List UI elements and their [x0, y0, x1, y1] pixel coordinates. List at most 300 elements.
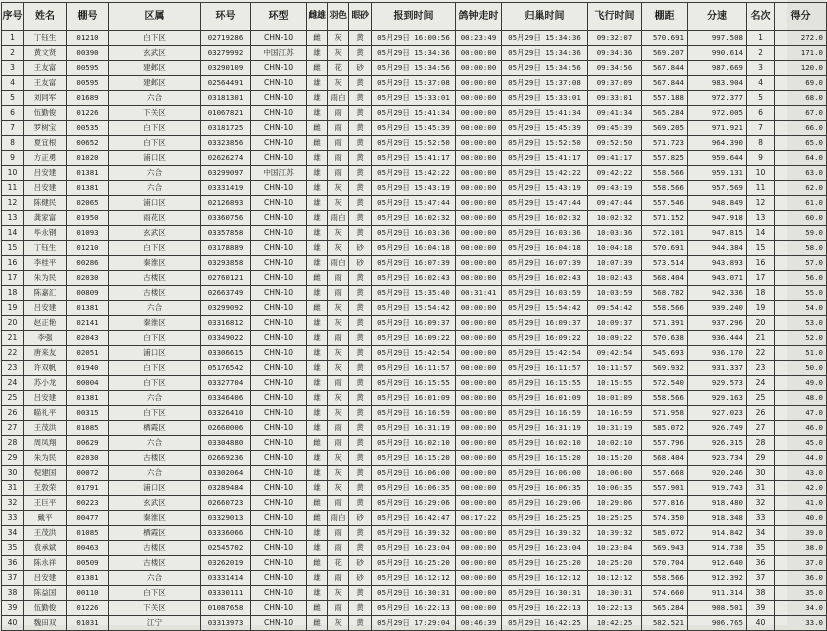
cell-score: 48.0	[775, 391, 827, 406]
cell-ring-type: CHN-10	[251, 616, 307, 631]
cell-loft: 01085	[67, 421, 109, 436]
cell-speed: 923.734	[688, 451, 747, 466]
cell-report-time: 05月29日 16:02:10	[372, 436, 456, 451]
table-row	[2, 136, 827, 151]
cell-district: 六合	[109, 391, 201, 406]
cell-name: 许双帆	[24, 361, 67, 376]
cell-clock-drift: 00:31:41	[456, 286, 502, 301]
cell-score: 56.0	[775, 271, 827, 286]
table-row	[2, 481, 827, 496]
cell-speed: 964.390	[688, 136, 747, 151]
cell-return-time: 05月29日 16:42:25	[502, 616, 588, 631]
cell-distance: 558.566	[642, 391, 688, 406]
cell-return-time: 05月29日 15:43:19	[502, 181, 588, 196]
cell-index: 8	[2, 136, 24, 151]
table-row	[2, 616, 827, 631]
cell-ring-type: CHN-10	[251, 286, 307, 301]
cell-ring-number: 03290109	[201, 61, 251, 76]
cell-distance: 558.566	[642, 166, 688, 181]
cell-clock-drift: 00:00:00	[456, 271, 502, 286]
cell-loft: 02065	[67, 196, 109, 211]
cell-report-time: 05月29日 16:04:18	[372, 241, 456, 256]
cell-ring-number: 03279992	[201, 46, 251, 61]
cell-loft: 00110	[67, 586, 109, 601]
cell-score: 53.0	[775, 316, 827, 331]
cell-ring-type: CHN-10	[251, 61, 307, 76]
cell-ring-type: CHN-10	[251, 496, 307, 511]
cell-district: 玄武区	[109, 46, 201, 61]
cell-eye: 黄	[349, 361, 372, 376]
cell-sex: 雄	[307, 211, 328, 226]
cell-index: 5	[2, 91, 24, 106]
cell-speed: 990.614	[688, 46, 747, 61]
cell-loft: 00004	[67, 376, 109, 391]
cell-index: 9	[2, 151, 24, 166]
cell-report-time: 05月29日 15:54:42	[372, 301, 456, 316]
cell-eye: 黄	[349, 406, 372, 421]
cell-distance: 567.844	[642, 61, 688, 76]
cell-report-time: 05月29日 16:09:22	[372, 331, 456, 346]
cell-eye: 黄	[349, 106, 372, 121]
cell-name: 魏田双	[24, 616, 67, 631]
cell-distance: 567.844	[642, 76, 688, 91]
cell-flight-time: 10:03:59	[588, 286, 642, 301]
header-col-flight-time: 飞行时间	[588, 3, 642, 31]
cell-report-time: 05月29日 15:34:56	[372, 61, 456, 76]
cell-eye: 黄	[349, 46, 372, 61]
cell-score: 36.0	[775, 571, 827, 586]
cell-distance: 570.704	[642, 556, 688, 571]
cell-return-time: 05月29日 16:02:43	[502, 271, 588, 286]
cell-score: 68.0	[775, 91, 827, 106]
cell-name: 李强	[24, 331, 67, 346]
cell-name: 陈健民	[24, 196, 67, 211]
cell-index: 33	[2, 511, 24, 526]
cell-distance: 570.691	[642, 241, 688, 256]
cell-name: 罗树宝	[24, 121, 67, 136]
header-col-district: 区属	[109, 3, 201, 31]
cell-rank: 34	[747, 526, 775, 541]
cell-color: 雨	[328, 121, 349, 136]
cell-district: 古楼区	[109, 451, 201, 466]
cell-color: 灰	[328, 181, 349, 196]
cell-sex: 雄	[307, 361, 328, 376]
cell-score: 51.0	[775, 346, 827, 361]
cell-flight-time: 09:32:07	[588, 31, 642, 46]
cell-flight-time: 10:02:43	[588, 271, 642, 286]
cell-rank: 19	[747, 301, 775, 316]
cell-report-time: 05月29日 16:09:37	[372, 316, 456, 331]
cell-return-time: 05月29日 16:03:59	[502, 286, 588, 301]
cell-clock-drift: 00:00:00	[456, 61, 502, 76]
cell-loft: 01210	[67, 241, 109, 256]
cell-color: 灰	[328, 361, 349, 376]
cell-loft: 00809	[67, 286, 109, 301]
cell-district: 秦淮区	[109, 256, 201, 271]
cell-index: 15	[2, 241, 24, 256]
cell-sex: 雌	[307, 556, 328, 571]
cell-clock-drift: 00:00:00	[456, 586, 502, 601]
cell-index: 28	[2, 436, 24, 451]
cell-return-time: 05月29日 16:39:32	[502, 526, 588, 541]
cell-flight-time: 10:31:19	[588, 421, 642, 436]
cell-rank: 6	[747, 106, 775, 121]
cell-color: 雨	[328, 526, 349, 541]
cell-name: 吕安建	[24, 166, 67, 181]
cell-speed: 959.644	[688, 151, 747, 166]
cell-flight-time: 09:33:01	[588, 91, 642, 106]
cell-ring-type: CHN-10	[251, 301, 307, 316]
cell-ring-number: 02564491	[201, 76, 251, 91]
cell-color: 灰	[328, 451, 349, 466]
cell-speed: 943.893	[688, 256, 747, 271]
cell-flight-time: 10:11:57	[588, 361, 642, 376]
cell-ring-type: CHN-10	[251, 241, 307, 256]
cell-name: 毕永钢	[24, 226, 67, 241]
cell-ring-number: 03329013	[201, 511, 251, 526]
cell-report-time: 05月29日 16:42:47	[372, 511, 456, 526]
cell-district: 秦淮区	[109, 511, 201, 526]
cell-return-time: 05月29日 16:31:19	[502, 421, 588, 436]
cell-score: 49.0	[775, 376, 827, 391]
cell-loft: 02030	[67, 271, 109, 286]
table-row	[2, 271, 827, 286]
cell-color: 灰	[328, 46, 349, 61]
cell-report-time: 05月29日 16:03:36	[372, 226, 456, 241]
cell-rank: 40	[747, 616, 775, 631]
cell-index: 21	[2, 331, 24, 346]
cell-report-time: 05月29日 16:06:00	[372, 466, 456, 481]
table-row	[2, 466, 827, 481]
cell-eye: 砂	[349, 61, 372, 76]
cell-ring-type: CHN-10	[251, 376, 307, 391]
cell-district: 浦口区	[109, 481, 201, 496]
cell-ring-type: CHN-10	[251, 556, 307, 571]
cell-rank: 1	[747, 31, 775, 46]
cell-color: 雨	[328, 106, 349, 121]
cell-index: 11	[2, 181, 24, 196]
cell-speed: 944.384	[688, 241, 747, 256]
cell-name: 丁钰生	[24, 31, 67, 46]
cell-ring-number: 03313973	[201, 616, 251, 631]
cell-ring-number: 03360756	[201, 211, 251, 226]
cell-distance: 585.072	[642, 526, 688, 541]
cell-eye: 砂	[349, 511, 372, 526]
cell-index: 3	[2, 61, 24, 76]
cell-score: 33.0	[775, 616, 827, 631]
cell-clock-drift: 00:00:00	[456, 181, 502, 196]
cell-score: 39.0	[775, 526, 827, 541]
cell-clock-drift: 00:00:00	[456, 196, 502, 211]
cell-return-time: 05月29日 16:25:25	[502, 511, 588, 526]
cell-report-time: 05月29日 16:23:04	[372, 541, 456, 556]
cell-clock-drift: 00:46:39	[456, 616, 502, 631]
cell-sex: 雄	[307, 106, 328, 121]
cell-loft: 01381	[67, 391, 109, 406]
table-row	[2, 391, 827, 406]
table-row	[2, 166, 827, 181]
cell-ring-number: 02660723	[201, 496, 251, 511]
cell-report-time: 05月29日 16:31:19	[372, 421, 456, 436]
cell-rank: 25	[747, 391, 775, 406]
cell-sex: 雌	[307, 601, 328, 616]
cell-ring-number: 01067821	[201, 106, 251, 121]
cell-index: 17	[2, 271, 24, 286]
cell-district: 浦口区	[109, 151, 201, 166]
cell-district: 下关区	[109, 601, 201, 616]
cell-loft: 00286	[67, 256, 109, 271]
cell-eye: 黄	[349, 391, 372, 406]
cell-name: 王友富	[24, 61, 67, 76]
cell-loft: 01381	[67, 166, 109, 181]
cell-district: 白下区	[109, 361, 201, 376]
cell-score: 69.0	[775, 76, 827, 91]
cell-ring-number: 03330111	[201, 586, 251, 601]
cell-index: 27	[2, 421, 24, 436]
cell-score: 47.0	[775, 406, 827, 421]
cell-color: 雨	[328, 541, 349, 556]
cell-index: 25	[2, 391, 24, 406]
cell-eye: 黄	[349, 211, 372, 226]
cell-speed: 947.815	[688, 226, 747, 241]
cell-report-time: 05月29日 15:45:39	[372, 121, 456, 136]
cell-loft: 01210	[67, 31, 109, 46]
cell-loft: 00535	[67, 121, 109, 136]
cell-rank: 29	[747, 451, 775, 466]
cell-name: 方正勇	[24, 151, 67, 166]
cell-sex: 雄	[307, 526, 328, 541]
cell-district: 雨花区	[109, 211, 201, 226]
cell-eye: 黄	[349, 376, 372, 391]
cell-loft: 01381	[67, 301, 109, 316]
cell-color: 灰	[328, 226, 349, 241]
cell-score: 66.0	[775, 121, 827, 136]
cell-speed: 926.749	[688, 421, 747, 436]
header-col-score: 得分	[775, 3, 827, 31]
cell-district: 白下区	[109, 136, 201, 151]
table-body	[2, 31, 827, 631]
cell-color: 灰	[328, 301, 349, 316]
cell-sex: 雄	[307, 571, 328, 586]
cell-loft: 01093	[67, 226, 109, 241]
cell-eye: 砂	[349, 241, 372, 256]
cell-ring-number: 03289484	[201, 481, 251, 496]
header-col-report-time: 报到时间	[372, 3, 456, 31]
cell-return-time: 05月29日 16:01:09	[502, 391, 588, 406]
cell-ring-type: CHN-10	[251, 436, 307, 451]
cell-sex: 雌	[307, 136, 328, 151]
cell-color: 灰	[328, 406, 349, 421]
cell-clock-drift: 00:00:00	[456, 46, 502, 61]
cell-color: 雨	[328, 376, 349, 391]
cell-distance: 572.540	[642, 376, 688, 391]
cell-rank: 35	[747, 541, 775, 556]
cell-score: 171.0	[775, 46, 827, 61]
cell-clock-drift: 00:00:00	[456, 256, 502, 271]
cell-index: 40	[2, 616, 24, 631]
cell-district: 六合	[109, 466, 201, 481]
cell-ring-type: CHN-10	[251, 361, 307, 376]
cell-flight-time: 09:34:56	[588, 61, 642, 76]
cell-color: 灰	[328, 481, 349, 496]
cell-index: 32	[2, 496, 24, 511]
cell-report-time: 05月29日 16:29:06	[372, 496, 456, 511]
cell-color: 雨	[328, 601, 349, 616]
cell-flight-time: 10:07:39	[588, 256, 642, 271]
cell-district: 古楼区	[109, 271, 201, 286]
cell-ring-type: CHN-10	[251, 151, 307, 166]
cell-return-time: 05月29日 16:22:13	[502, 601, 588, 616]
cell-clock-drift: 00:00:00	[456, 391, 502, 406]
cell-eye: 黄	[349, 166, 372, 181]
cell-distance: 585.072	[642, 421, 688, 436]
cell-speed: 914.842	[688, 526, 747, 541]
cell-speed: 957.569	[688, 181, 747, 196]
cell-ring-type: CHN-10	[251, 226, 307, 241]
cell-distance: 569.205	[642, 121, 688, 136]
table-row	[2, 541, 827, 556]
cell-ring-number: 03323856	[201, 136, 251, 151]
cell-clock-drift: 00:00:00	[456, 241, 502, 256]
cell-color: 雨	[328, 571, 349, 586]
cell-ring-type: CHN-10	[251, 316, 307, 331]
cell-eye: 黄	[349, 31, 372, 46]
cell-distance: 569.932	[642, 361, 688, 376]
cell-sex: 雄	[307, 256, 328, 271]
cell-report-time: 05月29日 16:25:20	[372, 556, 456, 571]
cell-color: 灰	[328, 316, 349, 331]
table-row	[2, 361, 827, 376]
cell-district: 白下区	[109, 406, 201, 421]
cell-district: 栖霞区	[109, 421, 201, 436]
cell-color: 雨白	[328, 211, 349, 226]
cell-eye: 黄	[349, 466, 372, 481]
table-row	[2, 106, 827, 121]
cell-eye: 黄	[349, 316, 372, 331]
cell-return-time: 05月29日 16:03:36	[502, 226, 588, 241]
cell-index: 6	[2, 106, 24, 121]
cell-eye: 黄	[349, 196, 372, 211]
cell-clock-drift: 00:00:00	[456, 436, 502, 451]
cell-rank: 39	[747, 601, 775, 616]
table-row	[2, 331, 827, 346]
cell-ring-number: 03299097	[201, 166, 251, 181]
cell-color: 花	[328, 556, 349, 571]
cell-ring-type: CHN-10	[251, 466, 307, 481]
cell-ring-number: 03346406	[201, 391, 251, 406]
cell-report-time: 05月29日 15:34:36	[372, 46, 456, 61]
cell-report-time: 05月29日 16:01:09	[372, 391, 456, 406]
cell-clock-drift: 00:17:22	[456, 511, 502, 526]
table-header	[2, 3, 827, 31]
cell-name: 黄文贤	[24, 46, 67, 61]
header-col-clock-drift: 鸽钟走时	[456, 3, 502, 31]
cell-rank: 15	[747, 241, 775, 256]
cell-flight-time: 10:09:37	[588, 316, 642, 331]
cell-sex: 雄	[307, 346, 328, 361]
cell-clock-drift: 00:00:00	[456, 121, 502, 136]
cell-district: 白下区	[109, 121, 201, 136]
table-row	[2, 211, 827, 226]
cell-return-time: 05月29日 16:07:39	[502, 256, 588, 271]
cell-loft: 01226	[67, 601, 109, 616]
cell-score: 41.0	[775, 496, 827, 511]
cell-flight-time: 09:41:17	[588, 151, 642, 166]
cell-clock-drift: 00:00:00	[456, 571, 502, 586]
cell-speed: 929.163	[688, 391, 747, 406]
cell-return-time: 05月29日 16:23:04	[502, 541, 588, 556]
cell-return-time: 05月29日 15:41:34	[502, 106, 588, 121]
cell-name: 朱为民	[24, 451, 67, 466]
cell-clock-drift: 00:00:00	[456, 106, 502, 121]
cell-eye: 黄	[349, 136, 372, 151]
cell-loft: 00390	[67, 46, 109, 61]
cell-loft: 01950	[67, 211, 109, 226]
cell-score: 120.0	[775, 61, 827, 76]
cell-color: 雨	[328, 151, 349, 166]
cell-score: 62.0	[775, 181, 827, 196]
cell-return-time: 05月29日 15:34:36	[502, 31, 588, 46]
cell-ring-number: 03181301	[201, 91, 251, 106]
cell-eye: 黄	[349, 586, 372, 601]
cell-district: 白下区	[109, 31, 201, 46]
cell-clock-drift: 00:00:00	[456, 226, 502, 241]
cell-loft: 02141	[67, 316, 109, 331]
cell-eye: 黄	[349, 616, 372, 631]
cell-name: 陈永祥	[24, 556, 67, 571]
table-row	[2, 286, 827, 301]
cell-sex: 雌	[307, 496, 328, 511]
cell-loft: 00652	[67, 136, 109, 151]
cell-rank: 9	[747, 151, 775, 166]
cell-flight-time: 10:02:32	[588, 211, 642, 226]
cell-loft: 00509	[67, 556, 109, 571]
cell-return-time: 05月29日 15:45:39	[502, 121, 588, 136]
cell-ring-type: CHN-10	[251, 571, 307, 586]
cell-report-time: 05月29日 15:37:08	[372, 76, 456, 91]
cell-rank: 27	[747, 421, 775, 436]
cell-distance: 545.693	[642, 346, 688, 361]
cell-color: 灰	[328, 241, 349, 256]
cell-color: 雨白	[328, 511, 349, 526]
cell-ring-type: CHN-10	[251, 31, 307, 46]
cell-district: 六合	[109, 301, 201, 316]
header-col-return-time: 归巢时间	[502, 3, 588, 31]
cell-name: 王友富	[24, 76, 67, 91]
cell-index: 22	[2, 346, 24, 361]
cell-ring-type: CHN-10	[251, 331, 307, 346]
cell-eye: 黄	[349, 541, 372, 556]
cell-sex: 雄	[307, 226, 328, 241]
table-row	[2, 346, 827, 361]
cell-sex: 雄	[307, 481, 328, 496]
cell-index: 12	[2, 196, 24, 211]
table-row	[2, 241, 827, 256]
cell-speed: 918.348	[688, 511, 747, 526]
cell-score: 52.0	[775, 331, 827, 346]
cell-index: 14	[2, 226, 24, 241]
cell-report-time: 05月29日 16:16:59	[372, 406, 456, 421]
cell-ring-number: 02626274	[201, 151, 251, 166]
cell-name: 伍勤俊	[24, 106, 67, 121]
cell-clock-drift: 00:00:00	[456, 601, 502, 616]
cell-return-time: 05月29日 15:37:08	[502, 76, 588, 91]
cell-ring-type: CHN-10	[251, 211, 307, 226]
cell-report-time: 05月29日 16:11:57	[372, 361, 456, 376]
cell-return-time: 05月29日 16:30:31	[502, 586, 588, 601]
cell-eye: 黄	[349, 76, 372, 91]
cell-loft: 02043	[67, 331, 109, 346]
